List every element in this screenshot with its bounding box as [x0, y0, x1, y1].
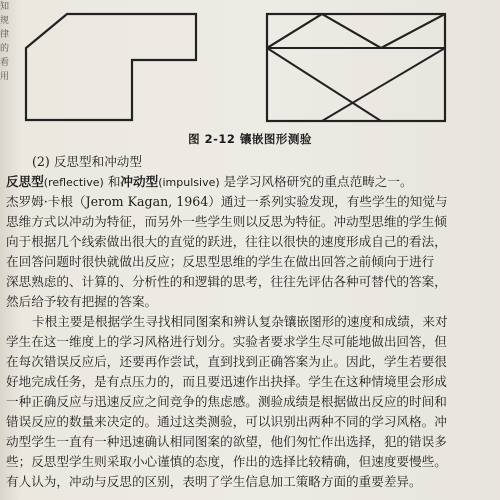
term-reflective-en: (reflective): [43, 176, 104, 189]
figure-caption: 图 2-12 镶嵌图形测验: [188, 132, 312, 146]
paragraph2-line: 学生在这一维度上的学习风格进行划分。实验者要求学生尽可能地做出回答，但: [6, 334, 447, 349]
right-figure-left-diag: [322, 14, 381, 48]
paragraph2-line: 一种正确反应与迅速反应之间竞争的焦虑感。测验成绩是根据做出反应的时间和: [6, 394, 447, 409]
binding-edge-text: 知 规 律 的 看 用: [0, 2, 10, 82]
paragraph1-line: 然后给予较有把握的答案。: [6, 294, 158, 309]
embedded-figures-illustration: [0, 0, 500, 130]
right-figure-cross-a: [267, 48, 381, 121]
section-heading: (2) 反思型和冲动型: [32, 154, 142, 169]
paragraph1-line: 向于根据几个线索做出很大的直觉的跃进，往往以很快的速度形成自己的看法，: [6, 234, 447, 249]
paragraph1-line: 杰罗姆·卡根（Jerom Kagan, 1964）通过一系列实验发现，有些学生的知觉与: [6, 194, 448, 209]
left-figure-outline: [26, 14, 196, 120]
right-figure-cross-b: [322, 48, 445, 121]
right-figure-diamond-right: [381, 14, 445, 48]
paragraph1-line-1: [6, 172, 496, 192]
paragraph2-line: 卡根主要是根据学生寻找相同图案和辨认复杂镶嵌图形的速度和成绩，来对: [32, 314, 448, 329]
term-impulsive-en: (impulsive): [158, 176, 220, 189]
paragraph1-line: 深思熟虑的、计算的、分析性的和逻辑的思考，往往先评估各种可替代的答案，: [6, 274, 447, 289]
right-figure-left-drop: [267, 14, 322, 48]
term-reflective: 反思型: [6, 174, 44, 189]
paragraph2-line: 动型学生一直有一种迅速确认相同图案的欲望，他们匆忙作出选择，犯的错误多: [6, 434, 447, 449]
paragraph2-line: 些；反思型学生则采取小心谨慎的态度，作出的选择比较精确，但速度要慢些。: [6, 454, 447, 469]
paragraph1-line: 思维方式以冲动为特征，而另外一些学生则以反思为特征。冲动型思维的学生倾: [6, 214, 447, 229]
paragraph1-line: 在回答问题时很快就做出反应；反思型思维的学生在做出回答之前倾向于进行: [6, 254, 435, 269]
term-impulsive: 冲动型: [120, 174, 159, 189]
and-word: 和: [103, 174, 121, 189]
paragraph2-line: 有人认为，冲动与反思的区别，表明了学生信息加工策略方面的重要差异。: [6, 474, 422, 489]
paragraph2-line: 在每次错误反应后，还要再作尝试，直到找到正确答案为止。因此，学生若要很: [6, 354, 447, 369]
paragraph1-line-1-rest: 是学习风格研究的重点范畴之一。: [219, 174, 413, 189]
paragraph2-line: 错误反应的数量来决定的。通过这类测验，可以识别出两种不同的学习风格。冲: [6, 414, 447, 429]
body-text: [6, 152, 496, 492]
right-figure: [267, 14, 445, 121]
paragraph2-line: 好地完成任务，是有点压力的，而且要迅速作出抉择。学生在这种情境里会形成: [6, 374, 447, 389]
